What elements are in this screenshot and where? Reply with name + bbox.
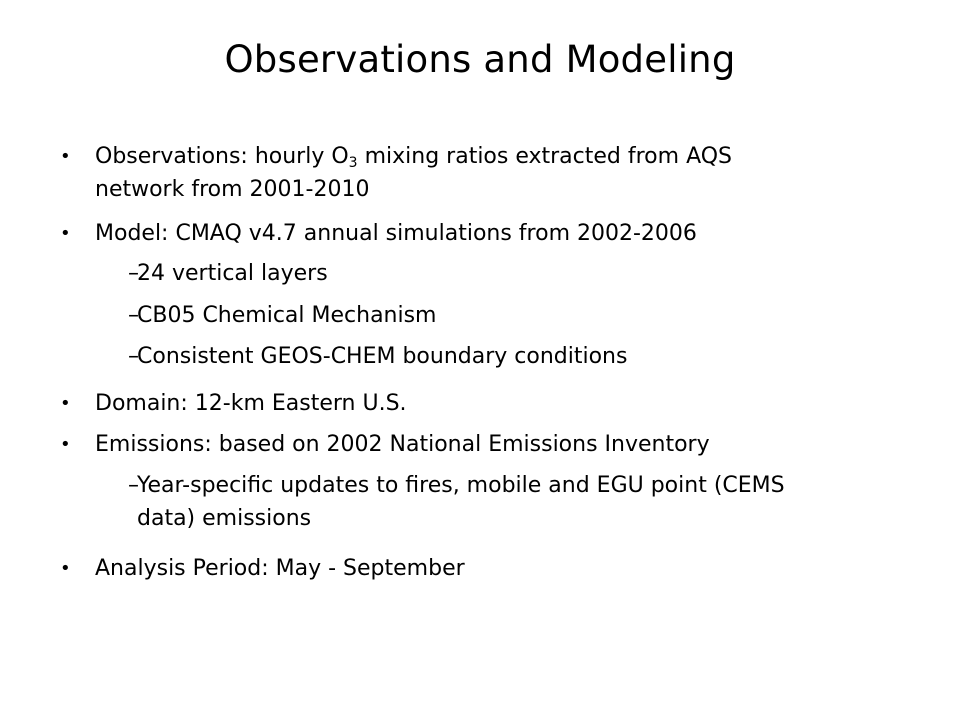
bullet-text: Model: CMAQ v4.7 annual simulations from 2002-2006	[95, 221, 697, 246]
sub-bullet-text: Year-specific updates to fires, mobile and EGU point (CEMS	[137, 473, 785, 498]
bullet-glyph: •	[60, 434, 71, 455]
observations-suffix: mixing ratios extracted from AQS	[357, 144, 733, 169]
bullet-text: Emissions: based on 2002 National Emissions Inventory	[95, 432, 710, 457]
sub-bullet-text: data) emissions	[137, 506, 312, 531]
observations-prefix: Observations: hourly O	[95, 144, 349, 169]
bullet-text: Domain: 12-km Eastern U.S.	[95, 391, 407, 416]
dash-glyph: –	[128, 344, 139, 369]
sub-bullet-text: Consistent GEOS-CHEM boundary conditions	[137, 344, 628, 369]
bullet-glyph: •	[60, 558, 71, 579]
dash-glyph: –	[128, 261, 139, 286]
bullet-glyph: •	[60, 393, 71, 414]
sub-bullet-text: CB05 Chemical Mechanism	[137, 303, 437, 328]
slide-title: Observations and Modeling	[224, 38, 736, 81]
sub-bullet-text: 24 vertical layers	[137, 261, 328, 286]
bullet-glyph: •	[60, 223, 71, 244]
dash-glyph: –	[128, 473, 139, 498]
ozone-subscript: 3	[348, 155, 358, 171]
bullet-text	[95, 140, 732, 173]
bullet-text: Analysis Period: May - September	[95, 556, 465, 581]
bullet-text: network from 2001-2010	[95, 177, 370, 202]
bullet-glyph: •	[60, 146, 71, 167]
dash-glyph: –	[128, 303, 139, 328]
